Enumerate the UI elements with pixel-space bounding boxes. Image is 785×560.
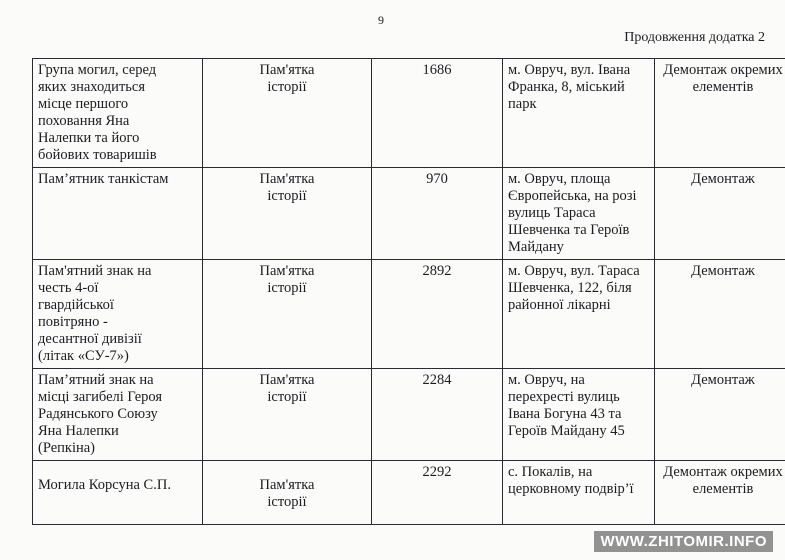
registry-number: 2284 — [422, 372, 452, 388]
registry-number: 2292 — [422, 464, 452, 480]
monument-name-cell — [33, 369, 203, 461]
monument-type-cell — [203, 260, 372, 369]
table-row — [33, 260, 785, 369]
monument-type-cell — [203, 168, 372, 260]
address: м. Овруч, вул. Тараса Шевченка, 122, біля районної лікарні — [508, 263, 640, 313]
monument-type: Пам'ятка історії — [259, 372, 315, 405]
registry-number-cell — [372, 369, 503, 461]
action-cell — [655, 59, 785, 168]
registry-number-cell — [372, 461, 503, 525]
address-cell — [503, 168, 655, 260]
monument-name-cell — [33, 260, 203, 369]
monument-type: Пам'ятка історії — [259, 62, 315, 95]
monument-type: Пам'ятка історії — [259, 263, 315, 296]
table-row — [33, 59, 785, 168]
appendix-continuation-title: Продовження додатка 2 — [624, 30, 765, 45]
address-cell — [503, 260, 655, 369]
action: Демонтаж окремих елементів — [663, 62, 783, 95]
registry-number: 2892 — [422, 263, 452, 279]
registry-number: 1686 — [422, 62, 452, 78]
registry-number-cell — [372, 260, 503, 369]
action-cell — [655, 168, 785, 260]
address-cell — [503, 461, 655, 525]
address: м. Овруч, вул. Івана Франка, 8, міський парк — [508, 62, 631, 112]
address: м. Овруч, площа Європейська, на розі вулиць Тараса Шевченка та Героїв Майдану — [508, 171, 637, 255]
monument-name: Пам’ятний знак на місці загибелі Героя Радянського Союзу Яна Налепки (Репкіна) — [38, 372, 163, 456]
monument-type-cell — [203, 461, 372, 525]
site-watermark: WWW.ZHITOMIR.INFO — [594, 531, 773, 552]
action-cell — [655, 260, 785, 369]
registry-number-cell — [372, 168, 503, 260]
action: Демонтаж — [691, 263, 755, 279]
monument-type: Пам'ятка історії — [259, 171, 315, 204]
monuments-table — [32, 58, 785, 525]
monument-type: Пам'ятка історії — [259, 477, 315, 510]
action-cell — [655, 461, 785, 525]
monument-name: Пам’ятник танкістам — [38, 171, 169, 187]
monument-name: Могила Корсуна С.П. — [38, 477, 171, 493]
monument-name-cell — [33, 59, 203, 168]
monument-type-cell — [203, 59, 372, 168]
table-row — [33, 168, 785, 260]
registry-number: 970 — [426, 171, 448, 187]
table-row — [33, 369, 785, 461]
action-cell — [655, 369, 785, 461]
action: Демонтаж — [691, 171, 755, 187]
monument-name: Група могил, серед яких знаходиться місце першого поховання Яна Налепки та його бойових товаришів — [38, 62, 157, 163]
table-row — [33, 461, 785, 525]
address: м. Овруч, на перехресті вулиць Івана Богуна 43 та Героїв Майдану 45 — [508, 372, 625, 439]
action: Демонтаж окремих елементів — [663, 464, 783, 497]
registry-number-cell — [372, 59, 503, 168]
monument-name-cell — [33, 168, 203, 260]
monument-name: Пам'ятний знак на честь 4-ої гвардійської повітряно - десантної дивізії (літак «СУ-7») — [38, 263, 152, 364]
monument-name-cell — [33, 461, 203, 525]
address: с. Покалів, на церковному подвір’ї — [508, 464, 634, 497]
address-cell — [503, 59, 655, 168]
page-number: 9 — [378, 13, 384, 27]
action: Демонтаж — [691, 372, 755, 388]
address-cell — [503, 369, 655, 461]
monument-type-cell — [203, 369, 372, 461]
